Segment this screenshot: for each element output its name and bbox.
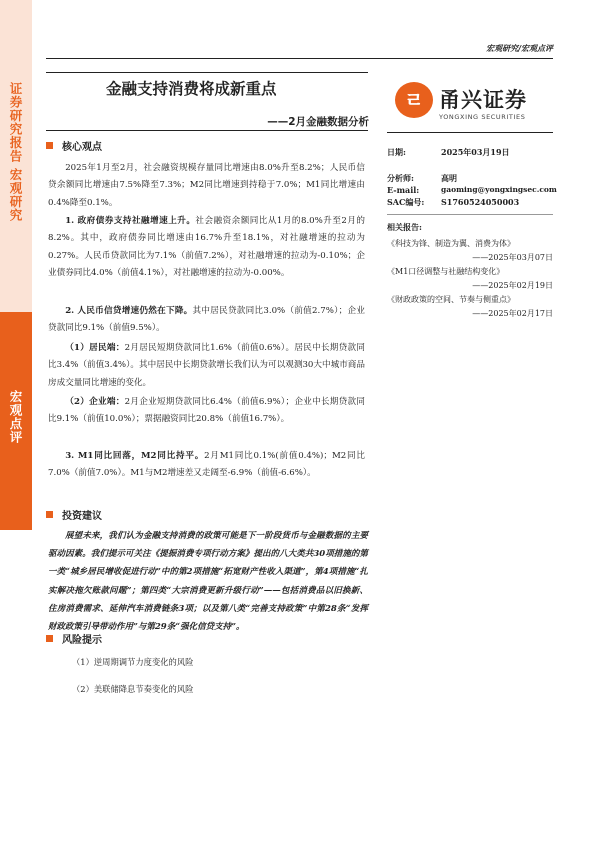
core-paragraph-2 <box>48 213 365 282</box>
bullet-square-icon <box>46 511 53 518</box>
meta-date <box>387 147 406 158</box>
risk-item-2: （2）美联储降息节奏变化的风险 <box>72 684 194 694</box>
core-paragraph-5 <box>48 394 365 429</box>
related-item-1-date: ——2025年03月07日 <box>472 253 553 262</box>
core-point-2-body: 其中居民贷款同比3.0%（前值2.7%）；企业贷款同比9.1%（前值9.5%）。 <box>48 306 365 334</box>
sac-value: S1760524050003 <box>441 197 520 207</box>
logo-en-text: YONGXING SECURITIES <box>439 113 526 121</box>
title-top-rule <box>46 72 368 73</box>
sac-label: SAC编号: <box>387 197 425 207</box>
related-item-3[interactable]: 《财政政策的空间、节奏与侧重点》 <box>387 295 515 304</box>
title-bottom-rule <box>46 130 368 131</box>
invest-paragraph: 展望未来，我们认为金融支持消费的政策可能是下一阶段货币与金融数据的主要驱动因素。我们提示可关注《提振消费专项行动方案》提出的八大类共30项措施的第一类“城乡居民增收促进行动”中的第2项措施“拓宽财产性收入渠道”，第4项措施“扎实解决拖欠账款问题”；第四类“大宗消费更新升级行动”——包括消费品以旧换新、住房消费需求、延伸汽车消费链条3项；以及第八类“完善支持政策”中第28条“发挥财政政策引导带动作用”与第29条“强化信贷支持”。 <box>48 531 368 633</box>
date-label: 日期: <box>387 147 406 157</box>
bullet-square-icon <box>46 142 53 149</box>
report-subtitle: ——2月金融数据分析 <box>267 116 369 128</box>
email-label: E-mail: <box>387 185 420 195</box>
sidebar-label-report: 证券研究报告 <box>8 82 23 163</box>
related-item-1[interactable]: 《科技为锋、制造为翼、消费为体》 <box>387 239 515 248</box>
email-value[interactable]: gaoming@yongxingsec.com <box>441 185 557 194</box>
analyst-label: 分析师: <box>387 173 414 183</box>
related-item-2-date: ——2025年02月19日 <box>472 281 553 290</box>
core-paragraph-6 <box>48 448 365 483</box>
company-logo <box>395 80 543 130</box>
related-item-3-date: ——2025年02月17日 <box>472 309 553 318</box>
core-household-lead: （1）居民端： <box>65 343 125 353</box>
core-point-3-lead: 3. M1同比回落，M2同比持平。 <box>65 451 205 461</box>
core-heading <box>46 138 102 153</box>
risk-item-1: （1）逆周期调节力度变化的风险 <box>72 657 194 667</box>
core-enterprise-lead: （2）企业端： <box>65 397 125 407</box>
invest-heading <box>46 507 102 522</box>
core-point-1-body: 社会融资余额同比从1月的8.0%升至2月的8.2%。其中，政府债券同比增速由16.7%升至18.1%，对社融增速的拉动为0.27%。人民币贷款同比为7.1%（前值7.2%），对社融增速的拉动为-0.10%；企业债券同比4.0%（前值4.1%），对社融增速的拉动为-0.00%。 <box>48 216 365 278</box>
core-paragraph-4 <box>48 340 365 392</box>
analyst-value: 高明 <box>441 173 457 183</box>
core-point-2-lead: 2. 人民币信贷增速仍然在下降。 <box>65 306 193 316</box>
invest-heading-text: 投资建议 <box>62 511 102 522</box>
logo-rule <box>387 132 553 133</box>
core-enterprise-body: 2月企业短期贷款同比6.4%（前值6.9%）；企业中长期贷款同比9.1%（前值10.0%）；票据融资同比20.8%（前值16.7%）。 <box>48 397 365 425</box>
header-category: 宏观研究/宏观点评 <box>486 43 553 53</box>
date-value: 2025年03月19日 <box>441 147 510 157</box>
header-rule <box>46 58 553 59</box>
related-item-2[interactable]: 《M1口径调整与社融结构变化》 <box>387 267 505 276</box>
core-paragraph-3 <box>48 303 365 338</box>
related-heading: 相关报告: <box>387 222 422 232</box>
bullet-square-icon <box>46 635 53 642</box>
core-household-body: 2月居民短期贷款同比1.6%（前值0.6%）。居民中长期贷款同比3.4%（前值3.4%）。其中居民中长期贷款增长我们认为可以观测30大中城市商品房成交量同比增速的变化。 <box>48 343 365 388</box>
logo-mark-icon: ㄹ <box>395 82 433 118</box>
logo-cn-text: 甬兴证券 <box>439 88 527 112</box>
risk-heading <box>46 631 102 646</box>
meta-rule <box>387 214 553 215</box>
core-point-3-body: 2月M1同比0.1%(前值0.4%)；M2同比7.0%（前值7.0%）。M1与M2增速差又走阔至-6.9%（前值-6.6%）。 <box>48 451 366 479</box>
sidebar-label-macro: 宏观研究 <box>8 168 23 222</box>
core-point-1-lead: 1. 政府债券支持社融增速上升。 <box>65 216 196 226</box>
sidebar-label-commentary: 宏观点评 <box>8 390 23 444</box>
risk-heading-text: 风险提示 <box>62 635 102 646</box>
core-heading-text: 核心观点 <box>62 142 102 153</box>
report-title: 金融支持消费将成新重点 <box>106 80 277 98</box>
core-paragraph-1: 2025年1月至2月，社会融资规模存量同比增速由8.0%升至8.2%；人民币信贷余额同比增速由7.5%降至7.3%；M2同比增速到持稳于7.0%；M1同比增速由0.4%降至0.1%。 <box>48 163 365 208</box>
